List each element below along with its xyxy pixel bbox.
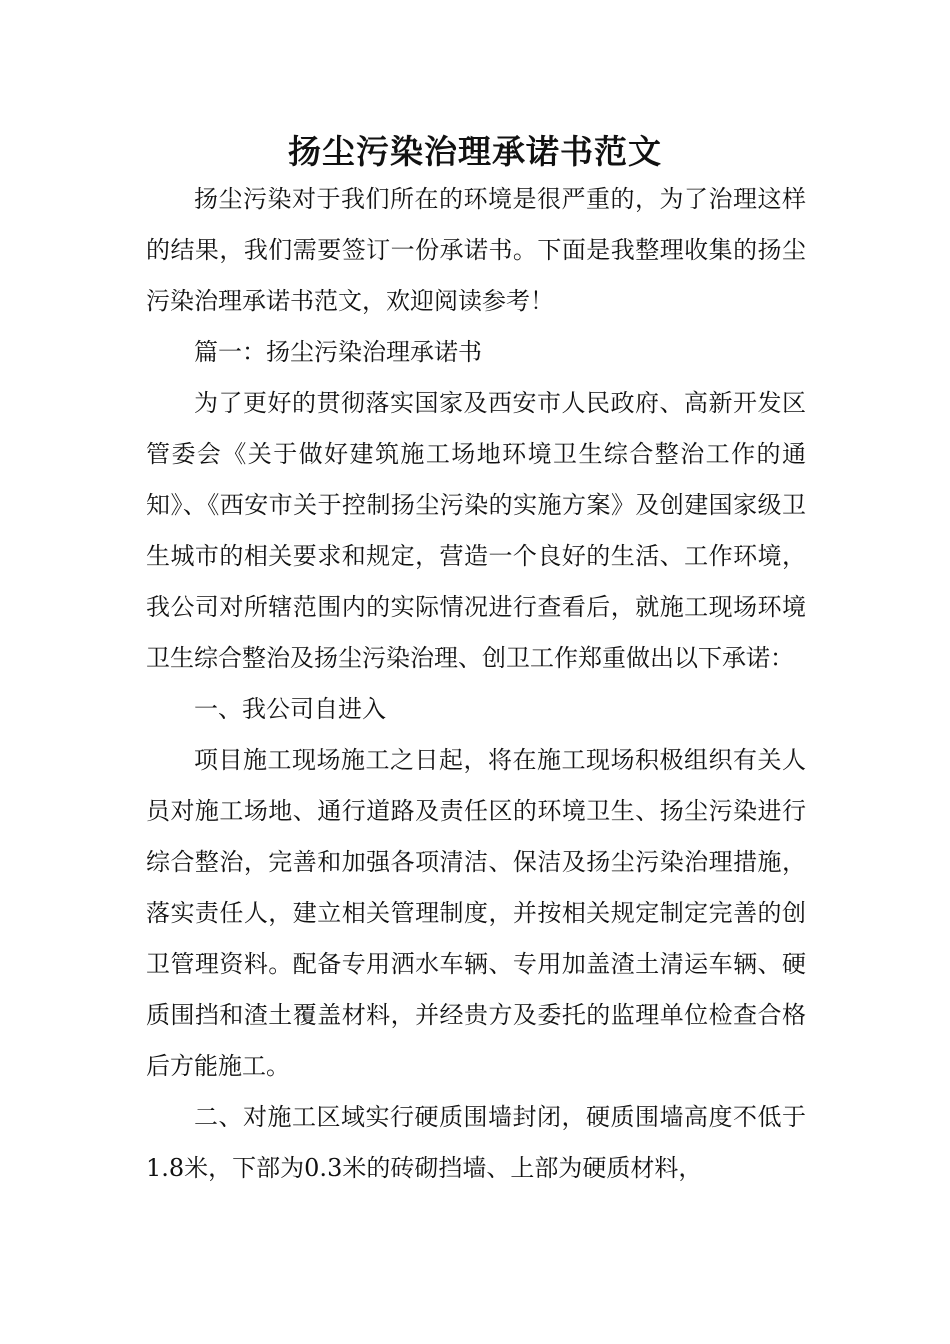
intro-paragraph: 扬尘污染对于我们所在的环境是很严重的，为了治理这样的结果，我们需要签订一份承诺书。下面是我整理收集的扬尘污染治理承诺书范文，欢迎阅读参考！	[146, 185, 806, 315]
body-paragraph: 项目施工现场施工之日起，将在施工现场积极组织有关人员对施工场地、通行道路及责任区的环境卫生、扬尘污染进行综合整治，完善和加强各项清洁、保洁及扬尘污染治理措施，落实责任人，建立相关管理制度，并按相关规定制定完善的创卫管理资料。配备专用洒水车辆、专用加盖渣土清运车辆、硬质围挡和渣土覆盖材料，并经贵方及委托的监理单位检查合格后方能施工。	[146, 746, 806, 1080]
body-paragraph: 为了更好的贯彻落实国家及西安市人民政府、高新开发区管委会《关于做好建筑施工场地环境卫生综合整治工作的通知》、《西安市关于控制扬尘污染的实施方案》及创建国家级卫生城市的相关要求和规定，营造一个良好的生活、工作环境，我公司对所辖范围内的实际情况进行查看后，就施工现场环境卫生综合整治及扬尘污染治理、创卫工作郑重做出以下承诺：	[146, 389, 806, 672]
document-body	[146, 174, 806, 1194]
body-paragraph: 二、对施工区域实行硬质围墙封闭，硬质围墙高度不低于1.8米，下部为0.3米的砖砌挡墙、上部为硬质材料，	[146, 1103, 806, 1182]
clause-heading: 一、我公司自进入	[194, 695, 386, 723]
document-title: 扬尘污染治理承诺书范文	[288, 132, 662, 171]
section-heading: 篇一：扬尘污染治理承诺书	[194, 338, 482, 366]
